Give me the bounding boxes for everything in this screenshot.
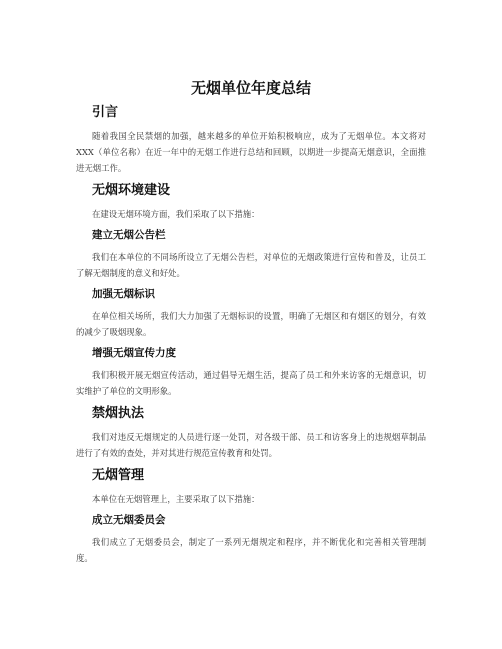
subsection-heading-committee: 成立无烟委员会: [92, 514, 166, 526]
section-heading-intro: 引言: [92, 105, 119, 120]
document-title: 无烟单位年度总结: [190, 79, 311, 97]
enforcement-paragraph: 我们对违反无烟规定的人员进行逐一处罚，对各级干部、员工和访客身上的违规烟草制品进行了有效的查处，并对其进行规范宣传教育和处罚。: [76, 432, 426, 458]
bulletin-paragraph: 我们在本单位的不同场所设立了无烟公告栏，对单位的无烟政策进行宣传和普及，让员工了解无烟制度的意义和好处。: [76, 252, 426, 278]
subsection-heading-bulletin: 建立无烟公告栏: [92, 229, 166, 241]
section-heading-enforcement: 禁烟执法: [92, 406, 145, 421]
subsection-heading-signage: 加强无烟标识: [92, 288, 155, 300]
signage-paragraph: 在单位相关场所，我们大力加强了无烟标识的设置，明确了无烟区和有烟区的划分，有效的减少了吸烟现象。: [76, 311, 426, 337]
section-heading-management: 无烟管理: [92, 468, 145, 483]
intro-paragraph: 随着我国全民禁烟的加强，越来越多的单位开始积极响应，成为了无烟单位。本文将对XXX（单位名称）在近一年中的无烟工作进行总结和回顾，以期进一步提高无烟意识，全面推进无烟工作。: [76, 131, 426, 173]
management-paragraph: 本单位在无烟管理上，主要采取了以下措施：: [92, 494, 260, 504]
committee-paragraph: 我们成立了无烟委员会，制定了一系列无烟规定和程序，并不断优化和完善相关管理制度。: [76, 537, 426, 563]
environment-paragraph: 在建设无烟环境方面，我们采取了以下措施：: [92, 209, 260, 219]
section-heading-environment: 无烟环境建设: [92, 183, 171, 198]
subsection-heading-publicity: 增强无烟宣传力度: [92, 347, 176, 359]
publicity-paragraph: 我们积极开展无烟宣传活动，通过倡导无烟生活，提高了员工和外来访客的无烟意识，切实维护了单位的文明形象。: [76, 370, 426, 396]
